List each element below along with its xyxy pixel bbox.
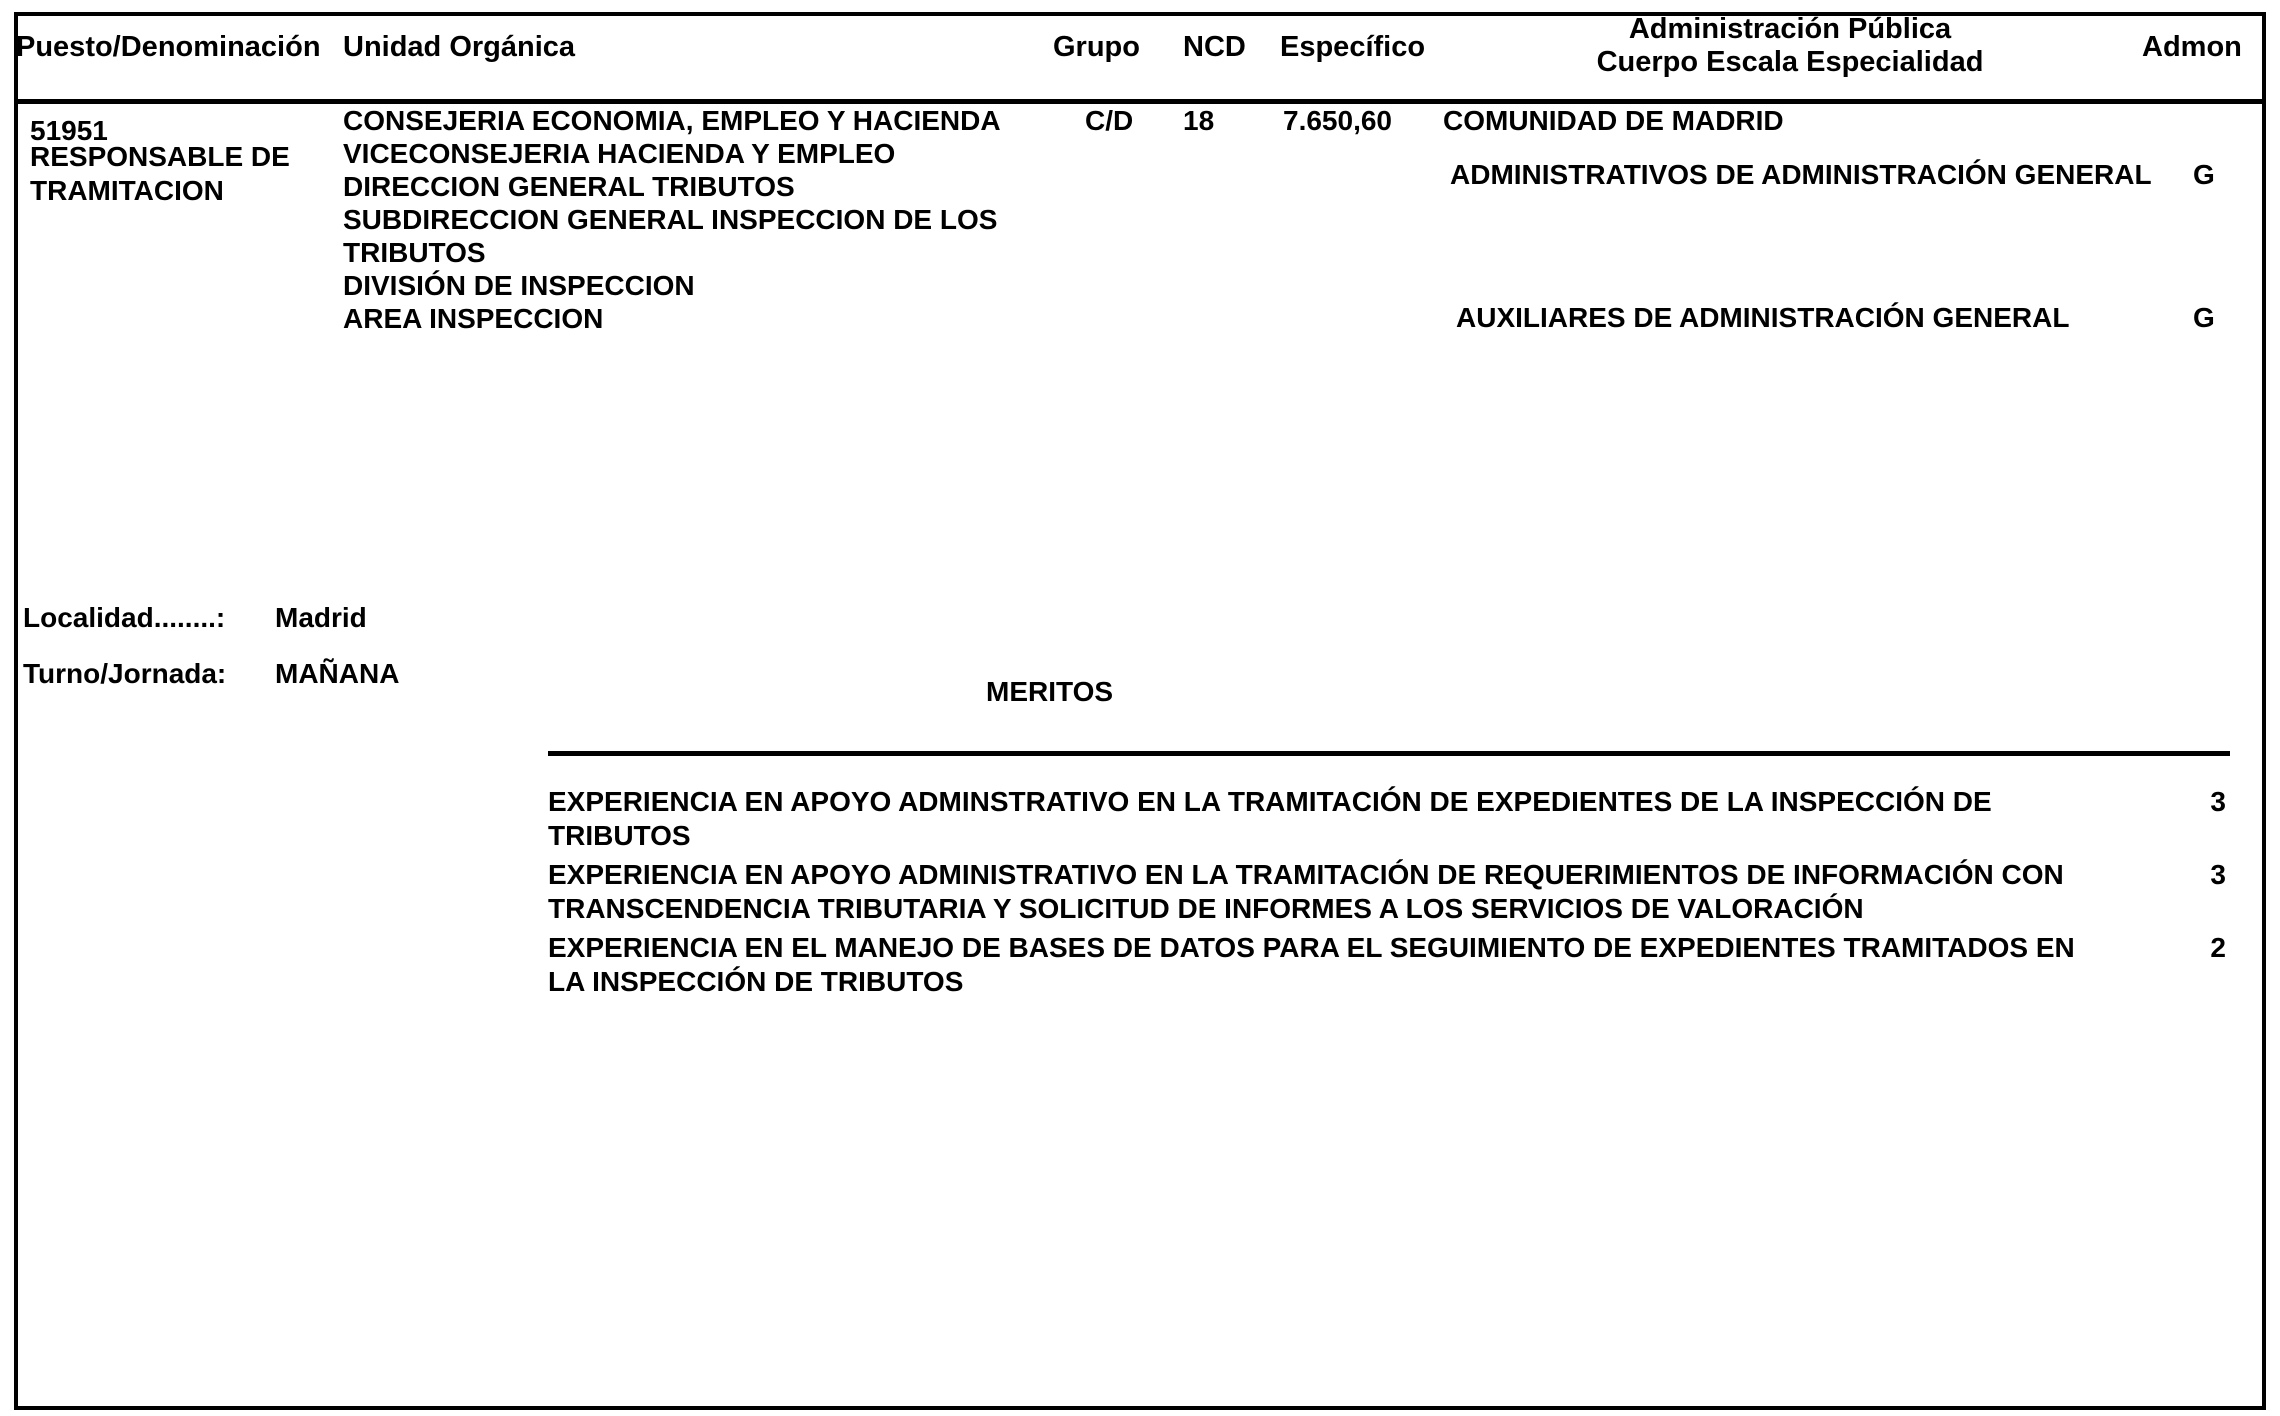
merito-text: EXPERIENCIA EN APOYO ADMINISTRATIVO EN LA TRAMITACIÓN DE REQUERIMIENTOS DE INFORMACIÓN CON TRANSCENDENCIA TRIBUTARIA Y SOLICITUD DE INFORMES A LOS SERVICIOS DE VALORACIÓN — [548, 859, 2064, 924]
puesto-name-line1: RESPONSABLE DE — [30, 141, 290, 172]
header-grupo: Grupo — [1053, 31, 1140, 63]
header-ncd: NCD — [1183, 31, 1246, 63]
merito-text: EXPERIENCIA EN APOYO ADMINSTRATIVO EN LA TRAMITACIÓN DE EXPEDIENTES DE LA INSPECCIÓN DE TRIBUTOS — [548, 786, 1992, 851]
merito-score: 3 — [2210, 859, 2226, 890]
header-especifico: Específico — [1280, 31, 1426, 63]
cuerpo-name: ADMINISTRATIVOS DE ADMINISTRACIÓN GENERAL — [1450, 159, 2152, 190]
puesto-code: 51951 — [30, 115, 108, 146]
merito-score: 2 — [2210, 932, 2226, 963]
turno-value: MAÑANA — [275, 658, 400, 689]
unidad-line: AREA INSPECCION — [343, 303, 604, 334]
unidad-line: DIVISIÓN DE INSPECCION — [343, 270, 695, 301]
unidad-line: SUBDIRECCION GENERAL INSPECCION DE LOS — [343, 204, 998, 235]
cuerpo-admon: G — [2193, 159, 2215, 190]
header-admon: Admon — [2142, 31, 2242, 63]
especifico-value: 7.650,60 — [1283, 105, 1392, 136]
localidad-label: Localidad........: — [23, 602, 226, 633]
unidad-line: VICECONSEJERIA HACIENDA Y EMPLEO — [343, 138, 896, 169]
header-unidad: Unidad Orgánica — [343, 31, 576, 63]
administracion-value: COMUNIDAD DE MADRID — [1443, 105, 1784, 136]
puesto-name-line2: TRAMITACION — [30, 175, 224, 206]
turno-label: Turno/Jornada: — [23, 658, 227, 689]
localidad-value: Madrid — [275, 602, 367, 633]
header-admin-line2: Cuerpo Escala Especialidad — [1596, 46, 1984, 78]
merito-score: 3 — [2210, 786, 2226, 817]
unidad-line: CONSEJERIA ECONOMIA, EMPLEO Y HACIENDA — [343, 105, 1001, 136]
grupo-value: C/D — [1085, 105, 1134, 136]
header-admin-line1: Administración Pública — [1628, 13, 1952, 45]
header-puesto: Puesto/Denominación — [16, 31, 321, 63]
unidad-line: TRIBUTOS — [343, 237, 486, 268]
meritos-title: MERITOS — [986, 676, 1114, 707]
cuerpo-admon: G — [2193, 302, 2215, 333]
meritos-divider — [548, 751, 2230, 756]
ncd-value: 18 — [1183, 105, 1215, 136]
unidad-line: DIRECCION GENERAL TRIBUTOS — [343, 171, 795, 202]
merito-text: EXPERIENCIA EN EL MANEJO DE BASES DE DATOS PARA EL SEGUIMIENTO DE EXPEDIENTES TRAMITADOS EN LA INSPECCIÓN DE TRIBUTOS — [548, 932, 2075, 997]
cuerpo-name: AUXILIARES DE ADMINISTRACIÓN GENERAL — [1456, 302, 2070, 333]
